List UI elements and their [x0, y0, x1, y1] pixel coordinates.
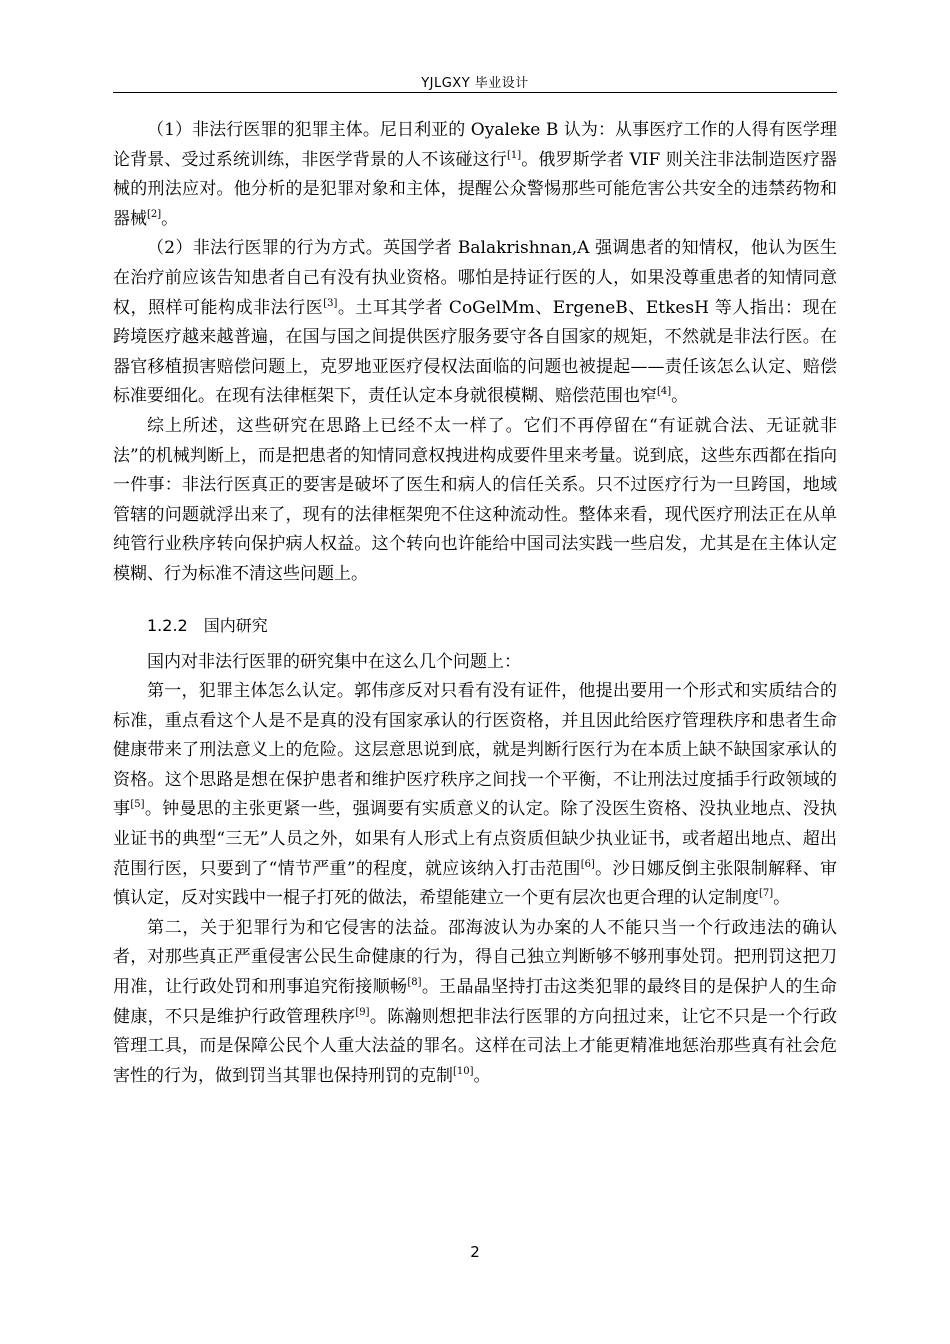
- citation-marker: [9]: [355, 1006, 370, 1018]
- paragraph-text: 。俄罗斯学者 VIF 则关注非法制造医疗器械的刑法应对。他分析的是犯罪对象和主体，提醒公众警惕那些可能危害公共安全的违禁药物和器械: [113, 149, 837, 229]
- citation-marker: [3]: [323, 297, 338, 309]
- citation-marker: [1]: [506, 149, 522, 161]
- page-header: YJLGXY 毕业设计: [421, 76, 529, 91]
- citation-marker: [8]: [407, 977, 422, 989]
- body-paragraph: [113, 914, 837, 1092]
- header-divider: [113, 92, 837, 93]
- paragraph-text: 。: [473, 1065, 491, 1086]
- paragraph-text: 。陈瀚则想把非法行医罪的方向扭过来，让它不只是一个行政管理工具，而是保障公民个人重大法益的罪名。这样在司法上才能更精准地惩治那些真有社会危害性的行为，做到罚当其罪也保持刑罚的克制: [113, 1006, 838, 1086]
- section-heading: [113, 613, 837, 639]
- citation-marker: [2]: [147, 208, 162, 220]
- body-paragraph: [113, 648, 837, 678]
- paragraph-text: 第一，犯罪主体怎么认定。郭伟彦反对只看有没有证件，他提出要用一个形式和实质结合的标准，重点看这个人是不是真的没有国家承认的行医资格，并且因此给医疗管理秩序和患者生命健康带来了刑法意义上的危险。这层意思说到底，就是判断行医行为在本质上缺不缺国家承认的资格。这个思路是想在保护患者和维护医疗秩序之间找一个平衡，不让刑法过度插手行政领域的事: [113, 681, 837, 820]
- body-paragraph: [113, 677, 837, 914]
- paragraph-text: 。: [161, 208, 179, 229]
- paragraph-text: 国内对非法行医罪的研究集中在这么几个问题上：: [147, 651, 521, 672]
- paragraph-text: 。土耳其学者 CoGelMm、ErgeneB、EtkesH 等人指出：现在跨境医疗越来越普遍，在国与国之间提供医疗服务要守各自国家的规矩，不然就是非法行医。在器官移植损害赔偿问题上，克罗地亚医疗侵权法面临的问题也被提起——责任该怎么认定、赔偿标准要细化。在现有法律框架下，责任认定本身就很模糊、赔偿范围也窄: [113, 297, 838, 407]
- citation-marker: [6]: [580, 858, 595, 870]
- domestic-research-section: [113, 648, 837, 1092]
- citation-marker: [10]: [453, 1065, 474, 1077]
- citation-marker: [4]: [657, 386, 672, 398]
- section-title: 国内研究: [203, 615, 268, 635]
- paragraph-text: 。钟曼思的主张更紧一些，强调要有实质意义的认定。除了没医生资格、没执业地点、没执业证书的典型“三无”人员之外，如果有人形式上有点资质但缺少执业证书，或者超出地点、超出范围行医，只要到了“情节严重”的程度，就应该纳入打击范围: [113, 799, 838, 879]
- page-number: 2: [470, 1243, 480, 1261]
- citation-marker: [7]: [759, 888, 774, 900]
- paragraph-text: 第二，关于犯罪行为和它侵害的法益。邵海波认为办案的人不能只当一个行政违法的确认者，对那些真正严重侵害公民生命健康的行为，得自己独立判断够不够刑事处罚。把刑罚这把刀用准，让行政处罚和刑事追究衔接顺畅: [113, 917, 837, 998]
- paragraph-text: 。王晶晶坚持打击这类犯罪的最终目的是保护人的生命健康，不只是维护行政管理秩序: [113, 977, 838, 1027]
- body-paragraph: [113, 234, 837, 412]
- foreign-research-section: [113, 116, 837, 590]
- paragraph-text: 。: [773, 888, 791, 909]
- paragraph-text: （1）非法行医罪的犯罪主体。尼日利亚的 Oyaleke B 认为：从事医疗工作的人得有医学理论背景、受过系统训练，非医学背景的人不该碰这行: [113, 120, 837, 170]
- citation-marker: [5]: [130, 799, 145, 811]
- document-body: [113, 116, 837, 1091]
- paragraph-text: 综上所述，这些研究在思路上已经不太一样了。它们不再停留在“有证就合法、无证就非法”的机械判断上，而是把患者的知情同意权拽进构成要件里来考量。说到底，这些东西都在指向一件事：非法行医真正的要害是破坏了医生和病人的信任关系。只不过医疗行为一旦跨国，地域管辖的问题就浮出来了，现有的法律框架兜不住这种流动性。整体来看，现代医疗刑法正在从单纯管行业秩序转向保护病人权益。这个转向也许能给中国司法实践一些启发，尤其是在主体认定模糊、行为标准不清这些问题上。: [113, 415, 837, 584]
- section-number: 1.2.2: [147, 615, 188, 635]
- paragraph-text: 。: [671, 386, 689, 407]
- body-paragraph: [113, 116, 837, 234]
- paragraph-text: 。沙日娜反倒主张限制解释、审慎认定，反对实践中一棍子打死的做法，希望能建立一个更有层次也更合理的认定制度: [113, 858, 838, 909]
- paragraph-text: （2）非法行医罪的行为方式。英国学者 Balakrishnan,A 强调患者的知情权，他认为医生在治疗前应该告知患者自己有没有执业资格。哪怕是持证行医的人，如果没尊重患者的知情同意权，照样可能构成非法行医: [113, 238, 837, 318]
- body-paragraph: [113, 412, 837, 590]
